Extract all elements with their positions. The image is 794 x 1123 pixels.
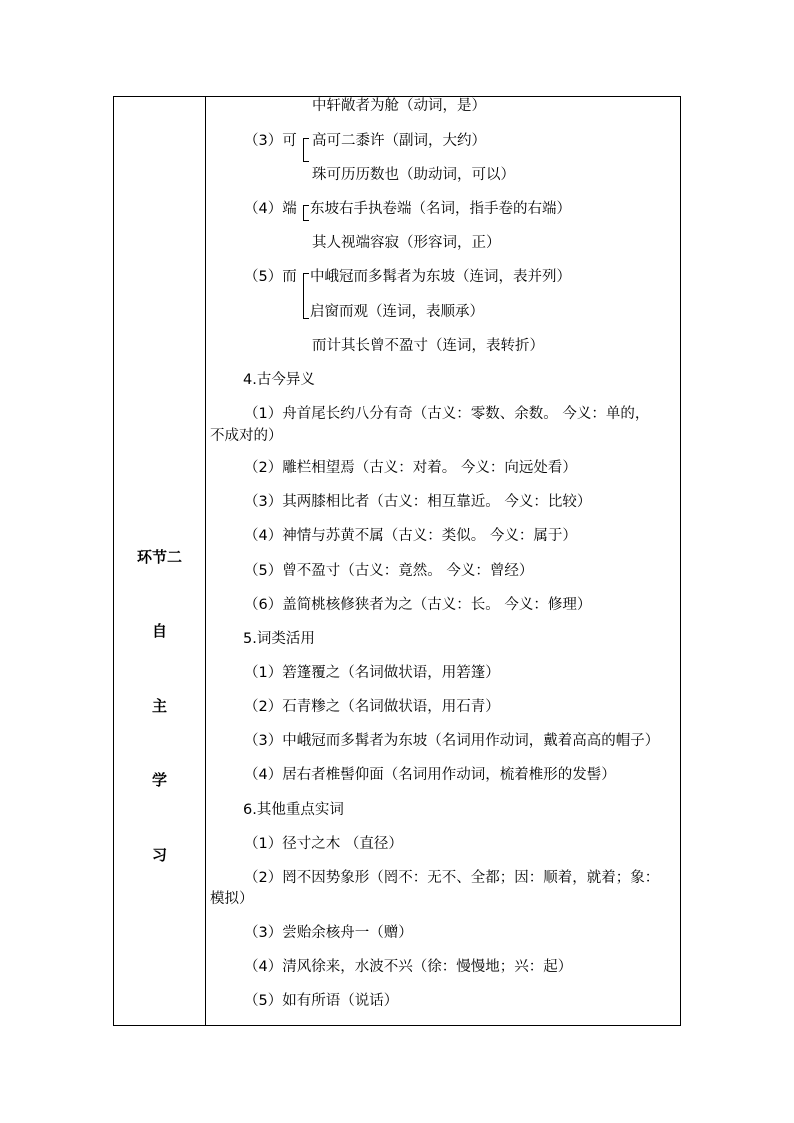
text-line: （3）可 xyxy=(244,133,297,149)
section-label: 环节二 xyxy=(136,548,182,566)
text-line: （5）而 xyxy=(244,269,297,285)
brace-bracket xyxy=(303,273,310,319)
text-line: （4）居右者椎髻仰面（名词用作动词，梳着椎形的发髻） xyxy=(244,767,616,783)
text-line: 其人视端容寂（形容词，正） xyxy=(312,235,501,251)
text-line: （4）端 xyxy=(244,201,297,217)
text-line: 而计其长曾不盈寸（连词，表转折） xyxy=(312,338,544,354)
text-line: （1）舟首尾长约八分有奇（古义：零数、余数。 今义：单的， xyxy=(244,406,650,422)
brace-bracket xyxy=(303,138,310,162)
text-line: （4）神情与苏黄不属（古义：类似。 今义：属于） xyxy=(244,528,577,544)
text-line: 珠可历历数也（助动词，可以） xyxy=(312,167,515,183)
text-line: （3）中峨冠而多髯者为东坡（名词用作动词，戴着高高的帽子） xyxy=(244,733,660,749)
text-line: 不成对的） xyxy=(210,428,283,444)
text-line: （2）雕栏相望焉（古义：对着。 今义：向远处看） xyxy=(244,460,577,476)
text-line: 中轩敞者为舱（动词，是） xyxy=(312,98,486,114)
text-line: 高可二黍许（副词，大约） xyxy=(312,133,486,149)
brace-bracket xyxy=(303,205,310,221)
text-line: （5）曾不盈寸（古义：竟然。 今义：曾经） xyxy=(244,563,534,579)
section-char-4: 习 xyxy=(151,846,167,864)
column-divider xyxy=(205,96,206,1026)
section-char-2: 主 xyxy=(151,697,167,715)
subheading: 5.词类活用 xyxy=(243,631,315,647)
subheading: 6.其他重点实词 xyxy=(243,802,344,818)
text-line: 中峨冠而多髯者为东坡（连词，表并列） xyxy=(310,269,571,285)
text-line: （2）石青糁之（名词做状语，用石青） xyxy=(244,699,500,715)
section-char-1: 自 xyxy=(151,622,167,640)
text-line: （6）盖简桃核修狭者为之（古义：长。 今义：修理） xyxy=(244,597,592,613)
text-line: 启窗而观（连词，表顺承） xyxy=(310,304,484,320)
text-line: 模拟） xyxy=(210,891,254,907)
section-char-3: 学 xyxy=(151,771,167,789)
section-label-column xyxy=(114,97,205,1025)
text-line: （1）径寸之木 （直径） xyxy=(244,836,403,852)
text-line: （3）其两膝相比者（古义：相互靠近。 今义：比较） xyxy=(244,494,592,510)
text-line: （1）箬篷覆之（名词做状语，用箬篷） xyxy=(244,665,500,681)
text-line: 东坡右手执卷端（名词，指手卷的右端） xyxy=(310,201,571,217)
text-line: （3）尝贻余核舟一（赠） xyxy=(244,925,413,941)
text-line: （5）如有所语（说话） xyxy=(244,993,399,1009)
text-line: （2）罔不因势象形（罔不：无不、全都；因：顺着，就着；象： xyxy=(244,870,660,886)
text-line: （4）清风徐来，水波不兴（徐：慢慢地；兴：起） xyxy=(244,959,573,975)
subheading: 4.古今异义 xyxy=(243,372,315,388)
